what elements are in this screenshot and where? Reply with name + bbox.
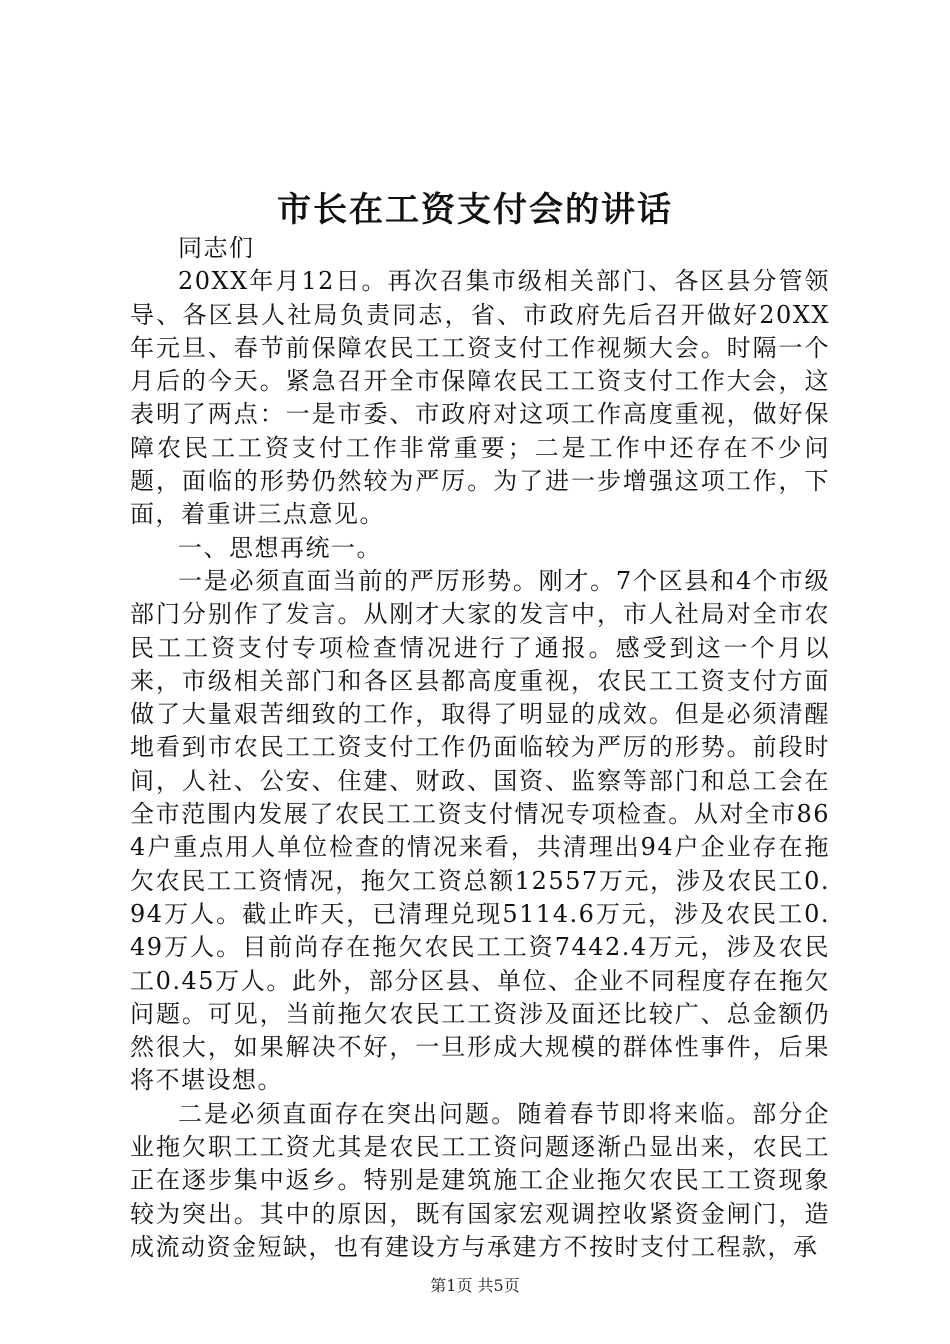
- salutation-paragraph: 同志们: [178, 234, 255, 262]
- document-body: [130, 232, 830, 1264]
- body-paragraph: 一是必须直面当前的严厉形势。刚才。7个区县和4个市级部门分别作了发言。从刚才大家的发言中，市人社局对全市农民工工资支付专项检查情况进行了通报。感受到这一个月以来，市级相关部门和各区县都高度重视，农民工工资支付方面做了大量艰苦细致的工作，取得了明显的成效。但是必须清醒地看到市农民工工资支付工作仍面临较为严厉的形势。前段时间，人社、公安、住建、财政、国资、监察等部门和总工会在全市范围内发展了农民工工资支付情况专项检查。从对全市864户重点用人单位检查的情况来看，共清理出94户企业存在拖欠农民工工资情况，拖欠工资总额12557万元，涉及农民工0.94万人。截止昨天，已清理兑现5114.6万元，涉及农民工0.49万人。目前尚存在拖欠农民工工资7442.4万元，涉及农民工0.45万人。此外，部分区县、单位、企业不同程度存在拖欠问题。可见，当前拖欠农民工工资涉及面还比较广、总金额仍然很大，如果解决不好，一旦形成大规模的群体性事件，后果将不堪设想。: [130, 566, 830, 1095]
- document-title: 市长在工资支付会的讲话: [277, 190, 673, 230]
- section-heading: 一、思想再统一。: [178, 533, 382, 562]
- intro-paragraph: 20XX年月12日。再次召集市级相关部门、各区县分管领导、各区县人社局负责同志，省、市政府先后召开做好20XX年元旦、春节前保障农民工工资支付工作视频大会。时隔一个月后的今天。紧急召开全市保障农民工工资支付工作大会，这表明了两点：一是市委、市政府对这项工作高度重视，做好保障农民工工资支付工作非常重要；二是工作中还存在不少问题，面临的形势仍然较为严厉。为了进一步增强这项工作，下面，着重讲三点意见。: [130, 267, 830, 529]
- page-footer: 第1页 共5页: [430, 1276, 520, 1295]
- body-paragraph: 二是必须直面存在突出问题。随着春节即将来临。部分企业拖欠职工工资尤其是农民工工资问题逐渐凸显出来，农民工正在逐步集中返乡。特别是建筑施工企业拖欠农民工工资现象较为突出。其中的原因，既有国家宏观调控收紧资金闸门，造成流动资金短缺，也有建设方与承建方不按时支付工程款，承: [130, 1099, 830, 1261]
